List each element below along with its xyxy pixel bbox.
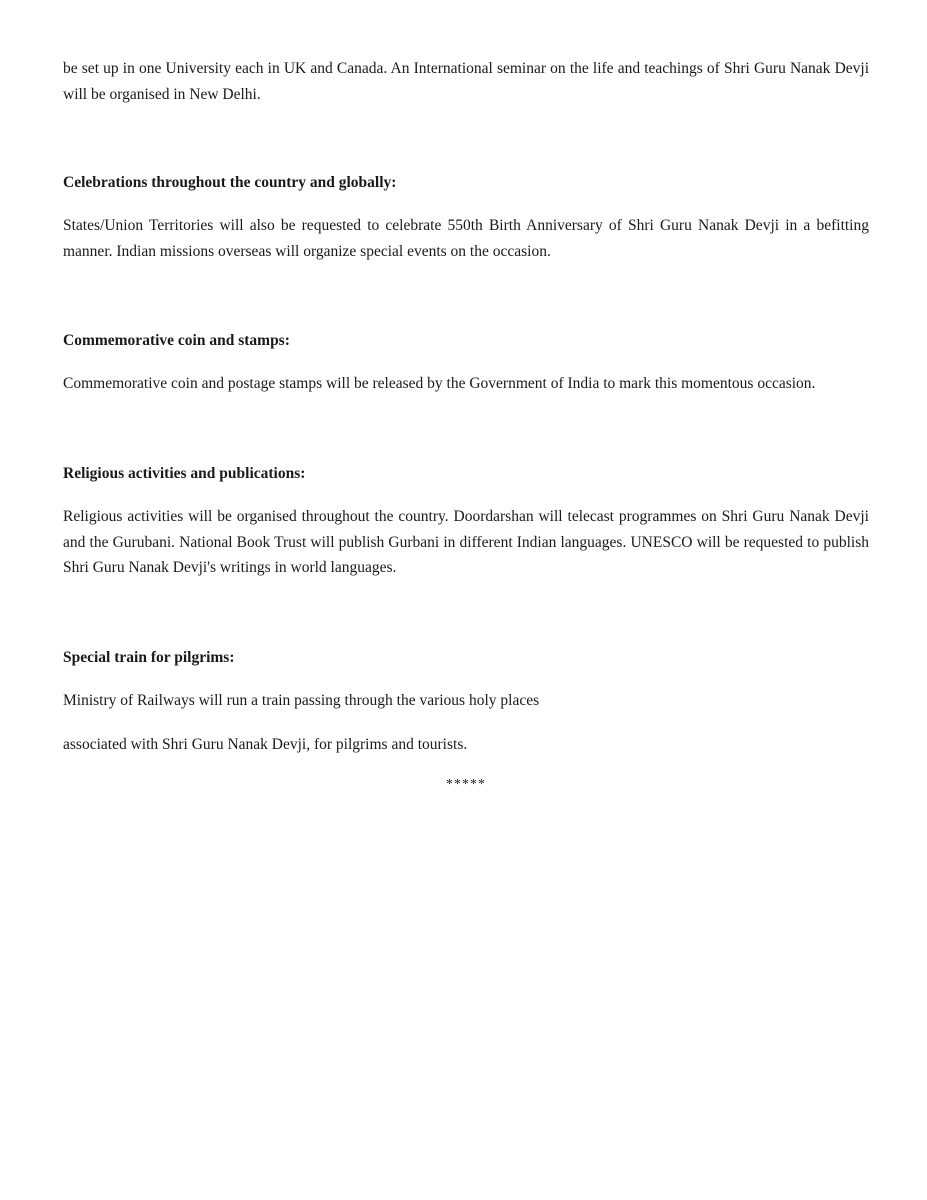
- section-paragraph: Commemorative coin and postage stamps will be released by the Government of India to mark this momentous occasion.: [63, 375, 816, 392]
- section-paragraph-line2: associated with Shri Guru Nanak Devji, for pilgrims and tourists.: [63, 735, 468, 753]
- section-celebrations: [63, 170, 869, 264]
- section-religious: [63, 461, 869, 581]
- intro-section: [63, 56, 869, 107]
- end-marker: *****: [446, 777, 486, 792]
- section-commemorative: [63, 328, 869, 397]
- section-heading: Special train for pilgrims:: [63, 649, 235, 666]
- section-heading: Religious activities and publications:: [63, 465, 306, 482]
- section-special-train: [63, 645, 869, 757]
- section-paragraph: States/Union Territories will also be requested to celebrate 550th Birth Anniversary of Shri Guru Nanak Devji in a befitting manner. Indian missions overseas will organize special events on the occasion.: [63, 217, 869, 260]
- section-paragraph: Religious activities will be organised throughout the country. Doordarshan will telecast programmes on Shri Guru Nanak Devji and the Gurubani. National Book Trust will publish Gurbani in different Indian languages. UNESCO will be requested to publish Shri Guru Nanak Devji's writings in world languages.: [63, 508, 869, 576]
- section-paragraph-line1: Ministry of Railways will run a train passing through the various holy places: [63, 692, 540, 709]
- intro-paragraph: be set up in one University each in UK and Canada. An International seminar on the life and teachings of Shri Guru Nanak Devji will be organised in New Delhi.: [63, 60, 869, 103]
- section-heading: Commemorative coin and stamps:: [63, 332, 290, 349]
- section-heading: Celebrations throughout the country and globally:: [63, 174, 397, 191]
